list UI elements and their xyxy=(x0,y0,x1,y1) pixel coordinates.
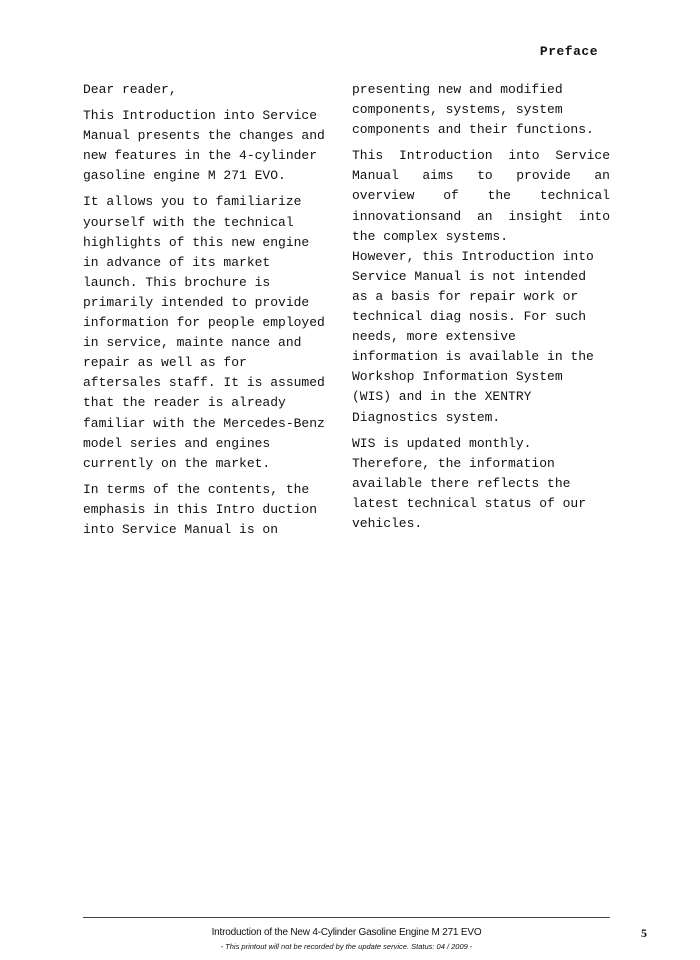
text-line: latest technical status of our xyxy=(352,495,587,511)
page-number: 5 xyxy=(641,926,647,940)
text-line: However, this Introduction into xyxy=(352,248,594,264)
text-line: technical diag nosis. For such xyxy=(352,309,587,325)
text-line: Service Manual is not intended xyxy=(352,268,587,284)
text-line: launch. This brochure is xyxy=(83,274,271,290)
text-line: new features in the 4-cylinder xyxy=(83,148,318,164)
footer-divider xyxy=(83,917,610,918)
text-line: information is available in the xyxy=(352,349,594,365)
text-line: components, systems, system xyxy=(352,102,563,118)
text-line: components and their functions. xyxy=(352,122,594,138)
text-line: WIS is updated monthly. xyxy=(352,435,532,451)
text-line: presenting new and modified xyxy=(352,82,563,97)
greeting xyxy=(83,80,341,100)
text-line: innovationsand an insight into xyxy=(352,208,610,224)
text-line: In terms of the contents, the xyxy=(83,481,310,497)
text-line: highlights of this new engine xyxy=(83,234,310,250)
text-line: information for people employed xyxy=(83,315,325,331)
paragraph-intro xyxy=(83,106,341,186)
text-line: overview of the technical xyxy=(352,188,610,204)
footer-note: - This printout will not be recorded by the update service. Status: 04 / 2009 - xyxy=(220,942,473,951)
text-line: into Service Manual is on xyxy=(83,521,279,537)
text-line: currently on the market. xyxy=(83,455,271,471)
paragraph-contents xyxy=(83,480,341,540)
text-line: available there reflects the xyxy=(352,475,571,491)
page-header-title: Preface xyxy=(539,44,598,59)
text-line: familiar with the Mercedes-Benz xyxy=(83,415,325,431)
paragraph-audience xyxy=(83,192,341,473)
left-text-column xyxy=(83,80,341,546)
text-line: repair as well as for xyxy=(83,355,247,371)
paragraph-contents-continued xyxy=(352,80,610,140)
text-line: model series and engines xyxy=(83,435,271,451)
text-line: It allows you to familiarize xyxy=(83,194,302,210)
text-line: Therefore, the information xyxy=(352,455,555,471)
right-text-column xyxy=(352,80,610,540)
text-line: primarily intended to provide xyxy=(83,294,310,310)
text-line: This Introduction into Service xyxy=(83,108,318,124)
paragraph-limitations xyxy=(352,247,610,428)
text-line: aftersales staff. It is assumed xyxy=(83,375,325,391)
text-line: Manual presents the changes and xyxy=(83,128,325,144)
text-line: This Introduction into Service xyxy=(352,148,610,164)
footer-title: Introduction of the New 4-Cylinder Gasoline Engine M 271 EVO xyxy=(211,927,482,938)
text-line: Diagnostics system. xyxy=(352,409,501,425)
text-line: needs, more extensive xyxy=(352,329,516,345)
text-line: gasoline engine M 271 EVO. xyxy=(83,168,286,184)
text-line: the complex systems. xyxy=(352,228,509,244)
text-line: yourself with the technical xyxy=(83,214,294,230)
text-line: that the reader is already xyxy=(83,395,286,411)
paragraph-aims xyxy=(352,146,610,246)
text-line: emphasis in this Intro duction xyxy=(83,501,318,517)
text-line: Dear reader, xyxy=(83,82,177,97)
text-line: in service, mainte nance and xyxy=(83,335,302,351)
text-line: Workshop Information System xyxy=(352,369,563,385)
text-line: Manual aims to provide an xyxy=(352,168,610,184)
text-line: vehicles. xyxy=(352,515,423,531)
text-line: in advance of its market xyxy=(83,254,271,270)
paragraph-wis-updates xyxy=(352,434,610,534)
text-line: (WIS) and in the XENTRY xyxy=(352,389,532,405)
text-line: as a basis for repair work or xyxy=(352,288,579,304)
